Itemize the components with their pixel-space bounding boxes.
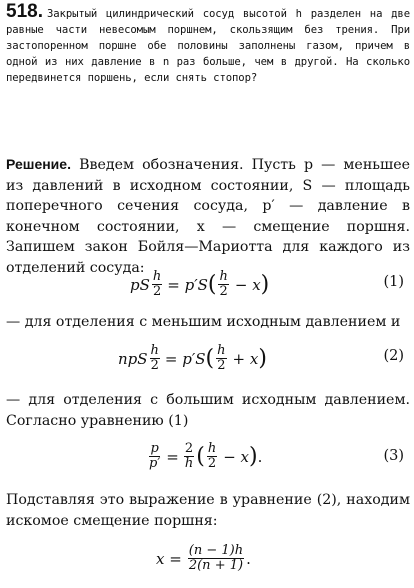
eq2-plus-x: + x — [232, 349, 259, 368]
solution-intro — [6, 154, 410, 278]
eq3-ratio-den: p′ — [149, 456, 161, 471]
eq2-frac2-den: 2 — [217, 358, 226, 373]
eq4-num: (n − 1)h — [188, 543, 244, 558]
eq3-ratio-num: p — [150, 441, 159, 456]
equation-3: $\frac{p}{p'}$ = $\frac{2}{h}$ ( $\frac{h}{2}$ − x ) . — [149, 441, 263, 471]
equation-2: npS $\frac{h}{2}$ = p′S ( $\frac{h}{2}$ + x ) — [118, 343, 267, 373]
eq2-mid: = p′S — [164, 349, 206, 368]
eq3-coef-num: 2 — [184, 441, 194, 456]
eq3-ratio — [148, 442, 161, 471]
eq3-coef — [184, 442, 194, 471]
eq1-frac2-den: 2 — [219, 284, 228, 299]
eq2-frac-num: h — [150, 343, 159, 358]
eq4-lhs: x = — [156, 549, 182, 568]
problem-number: 518. — [6, 1, 43, 22]
eq1-frac-den: 2 — [152, 284, 162, 299]
equation-4 — [156, 544, 251, 573]
text-after-eq3: Подставляя это выражение в уравнение (2), находим искомое смещение поршня: — [6, 492, 410, 529]
eq1-fraction-2 — [218, 270, 228, 299]
eq2-lhs: npS — [118, 349, 148, 368]
solution-intro-text: Введем обозначения. Пусть p — меньшее из давлений в исходном состоянии, S — площадь поперечного сечения сосуда, p′ — давление в конечном состоянии, x — смещение поршня. Запишем закон Бойля—Мариотта для каждого из отделений сосуда: — [6, 157, 410, 276]
eq4-end: . — [246, 549, 251, 568]
eq1-frac2-num: h — [219, 269, 228, 284]
equation-1: pS $\frac{h}{2}$ = p′S ( $\frac{h}{2}$ − x ) — [130, 269, 270, 299]
eq1-mid: = p′S — [167, 275, 208, 294]
eq1-lhs: pS — [130, 275, 150, 294]
equation-3-number: (3) — [383, 448, 404, 464]
text-after-eq1: — для отделения с меньшим исходным давлением и — [6, 314, 401, 330]
eq1-frac-num: h — [152, 269, 162, 284]
problem-text: Закрытый цилиндрический сосуд высотой h разделен на две равные части невесомым поршнем, скользящим без трения. При застопоренном поршне обе половины заполнены газом, причем в одной из них давление в n раз больше, чем в другой. На сколько передвинется поршень, если снять стопор? — [6, 8, 410, 84]
text-after-eq2: — для отделения с большим исходным давлением. Согласно уравнению (1) — [6, 392, 410, 429]
eq3-fraction — [207, 442, 217, 471]
eq1-minus-x: − x — [234, 275, 261, 294]
eq1-fraction — [152, 270, 162, 299]
eq2-fraction-2 — [216, 344, 226, 373]
problem-statement — [6, 1, 410, 86]
eq3-coef-den: h — [184, 456, 194, 471]
eq3-end: . — [257, 447, 263, 466]
eq2-frac-den: 2 — [150, 358, 159, 373]
eq2-frac2-num: h — [217, 343, 226, 358]
eq4-den: 2(n + 1) — [188, 558, 244, 573]
equation-2-number: (2) — [383, 348, 404, 364]
eq3-minus-x: − x — [223, 447, 249, 466]
eq2-fraction — [150, 344, 160, 373]
eq4-fraction — [188, 544, 244, 573]
eq3-equals: = — [166, 447, 179, 466]
eq3-frac-den: 2 — [207, 456, 217, 471]
eq3-frac-num: h — [207, 441, 217, 456]
equation-1-number: (1) — [383, 274, 404, 290]
solution-heading: Решение. — [6, 156, 71, 172]
